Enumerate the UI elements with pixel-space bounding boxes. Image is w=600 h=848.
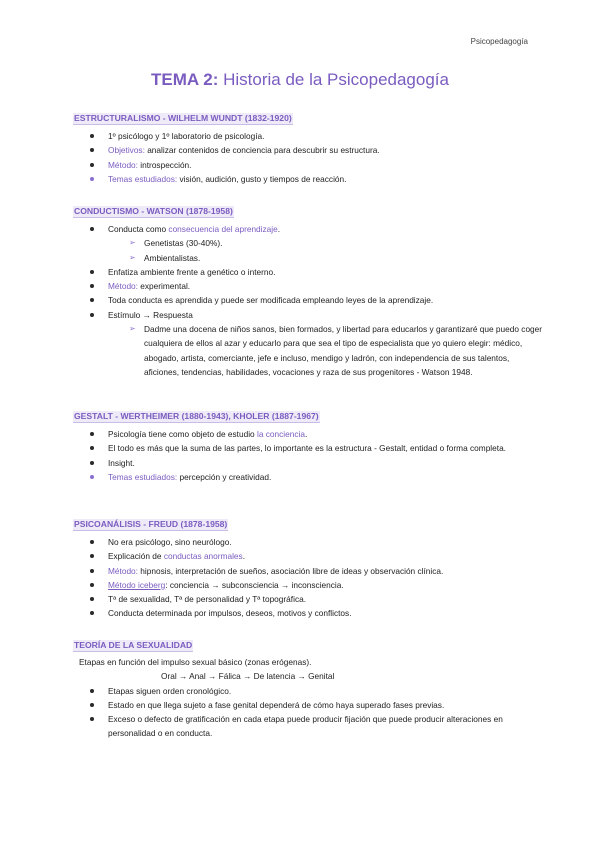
bullet-list — [73, 535, 543, 621]
stages-sequence: Oral → Anal → Fálica → De latencia → Genital — [161, 671, 335, 682]
list-item: Psicología tiene como objeto de estudio la conciencia. — [73, 427, 543, 441]
intro-text: Etapas en función del impulso sexual básico (zonas erógenas). — [79, 657, 312, 667]
section-sexualidad — [73, 635, 543, 741]
sub-list-item: ➢ Ambientalistas. — [73, 251, 543, 265]
list-item: Método: experimental. — [73, 279, 543, 293]
arrow-icon: ➢ — [129, 324, 136, 334]
list-item: 1º psicólogo y 1º laboratorio de psicología. — [73, 129, 543, 143]
bullet-list — [73, 684, 543, 741]
sub-list-item: ➢ Genetistas (30-40%). — [73, 236, 543, 250]
list-item: Conducta como consecuencia del aprendizaje. — [73, 222, 543, 236]
title-lead: TEMA 2: — [151, 70, 219, 89]
section-gestalt — [73, 406, 543, 484]
section-heading: TEORÍA DE LA SEXUALIDAD — [74, 640, 193, 650]
running-header: Psicopedagogía — [470, 37, 528, 46]
section-heading: CONDUCTISMO - WATSON (1878-1958) — [74, 206, 233, 216]
list-item: Etapas siguen orden cronológico. — [73, 684, 543, 698]
list-item: Temas estudiados: percepción y creatividad. — [73, 470, 543, 484]
section-heading: PSICOANÁLISIS - FREUD (1878-1958) — [74, 519, 228, 529]
list-item: Conducta determinada por impulsos, deseos, motivos y conflictos. — [73, 606, 543, 620]
arrow-icon: ➢ — [129, 238, 136, 248]
list-item: Estímulo → Respuesta — [73, 308, 543, 322]
section-heading: GESTALT - WERTHEIMER (1880-1943), KHOLER (1887-1967) — [74, 411, 319, 421]
bullet-list — [73, 129, 543, 186]
list-item: Objetivos: analizar contenidos de conciencia para descubrir su estructura. — [73, 143, 543, 157]
list-item: Tª de sexualidad, Tª de personalidad y Tª topográfica. — [73, 592, 543, 606]
list-item: Método iceberg: conciencia → subconsciencia → inconsciencia. — [73, 578, 543, 592]
list-item: Temas estudiados: visión, audición, gusto y tiempos de reacción. — [73, 172, 543, 186]
section-psicoanalisis — [73, 514, 543, 621]
list-item: Método: hipnosis, interpretación de sueños, asociación libre de ideas y observación clínica. — [73, 564, 543, 578]
list-item: El todo es más que la suma de las partes, lo importante es la estructura - Gestalt, entidad o forma completa. — [73, 441, 543, 455]
list-item: Método: introspección. — [73, 158, 543, 172]
list-item: Estado en que llega sujeto a fase genital dependerá de cómo haya superado fases previas. — [73, 698, 543, 712]
page-title — [0, 70, 600, 90]
bullet-list — [73, 427, 543, 484]
list-item: Explicación de conductas anormales. — [73, 549, 543, 563]
list-item: Exceso o defecto de gratificación en cada etapa puede producir fijación que puede producir alteraciones en personalidad o en conducta. — [73, 712, 543, 741]
bullet-list — [73, 222, 543, 379]
list-item: Enfatiza ambiente frente a genético o interno. — [73, 265, 543, 279]
title-rest: Historia de la Psicopedagogía — [218, 70, 449, 89]
arrow-icon: ➢ — [129, 252, 136, 262]
section-estructuralismo — [73, 108, 543, 186]
list-item: Toda conducta es aprendida y puede ser modificada empleando leyes de la aprendizaje. — [73, 293, 543, 307]
section-conductismo — [73, 201, 543, 379]
list-item: No era psicólogo, sino neurólogo. — [73, 535, 543, 549]
sub-list-item: ➢ Dadme una docena de niños sanos, bien formados, y libertad para educarlos y garantizaré que puedo coger cualquiera de ellos al azar y educarlo para que sea el tipo de especialista que yo quiero elegir: médico, abogado, artista, comerciante, jefe e incluso, mendigo y ladrón, con independencia de sus talentos, aficiones, tendencias, habilidades, vocaciones y raza de sus progenitores - Watson 1948. — [129, 324, 543, 377]
list-item: Insight. — [73, 456, 543, 470]
section-heading: ESTRUCTURALISMO - WILHELM WUNDT (1832-1920) — [74, 113, 292, 123]
